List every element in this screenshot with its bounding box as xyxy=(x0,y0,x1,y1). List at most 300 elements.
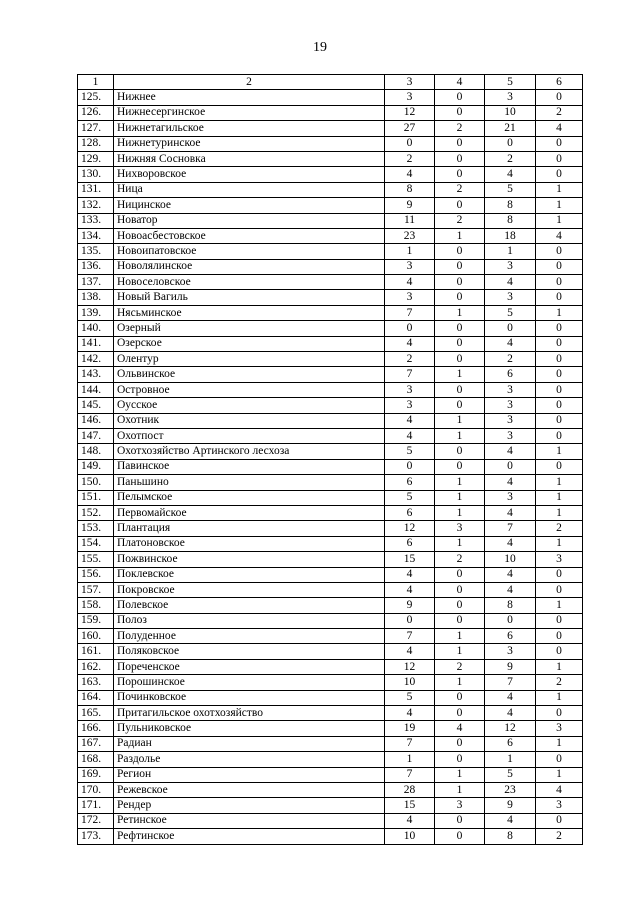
row-number-cell: 160. xyxy=(78,629,114,644)
value-cell-col3: 3 xyxy=(385,259,435,274)
name-cell: Охотхозяйство Артинского лесхоза xyxy=(114,444,385,459)
row-number-cell: 129. xyxy=(78,151,114,166)
column-number-header: 3 xyxy=(385,75,435,90)
value-cell-col5: 4 xyxy=(485,690,536,705)
name-cell: Нижняя Сосновка xyxy=(114,151,385,166)
value-cell-col4: 0 xyxy=(435,151,485,166)
value-cell-col5: 4 xyxy=(485,444,536,459)
name-cell: Поклевское xyxy=(114,567,385,582)
table-row xyxy=(78,629,583,644)
row-number-cell: 145. xyxy=(78,398,114,413)
value-cell-col6: 2 xyxy=(536,675,583,690)
value-cell-col4: 1 xyxy=(435,767,485,782)
value-cell-col6: 0 xyxy=(536,459,583,474)
row-number-cell: 173. xyxy=(78,829,114,844)
value-cell-col3: 5 xyxy=(385,490,435,505)
value-cell-col3: 0 xyxy=(385,613,435,628)
row-number-cell: 143. xyxy=(78,367,114,382)
value-cell-col6: 0 xyxy=(536,567,583,582)
value-cell-col4: 0 xyxy=(435,352,485,367)
row-number-cell: 168. xyxy=(78,752,114,767)
value-cell-col6: 1 xyxy=(536,444,583,459)
row-number-cell: 158. xyxy=(78,598,114,613)
value-cell-col3: 23 xyxy=(385,228,435,243)
name-cell: Оусское xyxy=(114,398,385,413)
value-cell-col6: 1 xyxy=(536,182,583,197)
table-row xyxy=(78,182,583,197)
row-number-cell: 125. xyxy=(78,90,114,105)
value-cell-col6: 0 xyxy=(536,167,583,182)
value-cell-col4: 0 xyxy=(435,198,485,213)
value-cell-col4: 1 xyxy=(435,475,485,490)
value-cell-col3: 7 xyxy=(385,767,435,782)
name-cell: Полуденное xyxy=(114,629,385,644)
value-cell-col4: 1 xyxy=(435,305,485,320)
value-cell-col5: 7 xyxy=(485,521,536,536)
row-number-cell: 130. xyxy=(78,167,114,182)
value-cell-col5: 3 xyxy=(485,90,536,105)
value-cell-col4: 1 xyxy=(435,782,485,797)
value-cell-col4: 0 xyxy=(435,382,485,397)
value-cell-col4: 0 xyxy=(435,706,485,721)
column-number-header: 1 xyxy=(78,75,114,90)
value-cell-col5: 4 xyxy=(485,475,536,490)
value-cell-col5: 3 xyxy=(485,644,536,659)
value-cell-col4: 0 xyxy=(435,752,485,767)
value-cell-col5: 9 xyxy=(485,798,536,813)
value-cell-col5: 10 xyxy=(485,552,536,567)
value-cell-col6: 4 xyxy=(536,228,583,243)
value-cell-col5: 2 xyxy=(485,352,536,367)
value-cell-col3: 9 xyxy=(385,198,435,213)
table-row xyxy=(78,475,583,490)
value-cell-col4: 0 xyxy=(435,136,485,151)
table-row xyxy=(78,290,583,305)
value-cell-col6: 1 xyxy=(536,536,583,551)
value-cell-col6: 2 xyxy=(536,829,583,844)
value-cell-col4: 0 xyxy=(435,444,485,459)
value-cell-col5: 8 xyxy=(485,598,536,613)
value-cell-col6: 1 xyxy=(536,505,583,520)
name-cell: Павинское xyxy=(114,459,385,474)
value-cell-col3: 10 xyxy=(385,675,435,690)
name-cell: Притагильское охотхозяйство xyxy=(114,706,385,721)
row-number-cell: 137. xyxy=(78,275,114,290)
table-row xyxy=(78,228,583,243)
value-cell-col4: 0 xyxy=(435,598,485,613)
value-cell-col5: 6 xyxy=(485,367,536,382)
table-row xyxy=(78,721,583,736)
name-cell: Новоасбестовское xyxy=(114,228,385,243)
value-cell-col6: 0 xyxy=(536,413,583,428)
value-cell-col3: 11 xyxy=(385,213,435,228)
value-cell-col4: 3 xyxy=(435,798,485,813)
name-cell: Ница xyxy=(114,182,385,197)
value-cell-col6: 2 xyxy=(536,105,583,120)
value-cell-col4: 0 xyxy=(435,336,485,351)
value-cell-col4: 1 xyxy=(435,505,485,520)
value-cell-col4: 0 xyxy=(435,90,485,105)
row-number-cell: 163. xyxy=(78,675,114,690)
value-cell-col3: 8 xyxy=(385,182,435,197)
row-number-cell: 157. xyxy=(78,582,114,597)
value-cell-col5: 0 xyxy=(485,321,536,336)
value-cell-col3: 15 xyxy=(385,798,435,813)
table-row xyxy=(78,413,583,428)
value-cell-col6: 0 xyxy=(536,259,583,274)
value-cell-col5: 0 xyxy=(485,136,536,151)
name-cell: Озерское xyxy=(114,336,385,351)
value-cell-col4: 1 xyxy=(435,428,485,443)
value-cell-col4: 0 xyxy=(435,244,485,259)
value-cell-col6: 1 xyxy=(536,690,583,705)
value-cell-col4: 0 xyxy=(435,459,485,474)
name-cell: Радиан xyxy=(114,736,385,751)
table-row xyxy=(78,813,583,828)
row-number-cell: 131. xyxy=(78,182,114,197)
table-row xyxy=(78,105,583,120)
value-cell-col4: 0 xyxy=(435,105,485,120)
name-cell: Пореченское xyxy=(114,659,385,674)
row-number-cell: 151. xyxy=(78,490,114,505)
row-number-cell: 138. xyxy=(78,290,114,305)
value-cell-col5: 4 xyxy=(485,706,536,721)
value-cell-col5: 3 xyxy=(485,398,536,413)
value-cell-col5: 6 xyxy=(485,736,536,751)
name-cell: Пожвинское xyxy=(114,552,385,567)
value-cell-col6: 2 xyxy=(536,521,583,536)
value-cell-col4: 0 xyxy=(435,582,485,597)
value-cell-col3: 4 xyxy=(385,275,435,290)
value-cell-col3: 0 xyxy=(385,136,435,151)
name-cell: Островное xyxy=(114,382,385,397)
value-cell-col5: 8 xyxy=(485,198,536,213)
row-number-cell: 126. xyxy=(78,105,114,120)
row-number-cell: 127. xyxy=(78,121,114,136)
column-number-header: 4 xyxy=(435,75,485,90)
value-cell-col5: 4 xyxy=(485,567,536,582)
value-cell-col5: 1 xyxy=(485,244,536,259)
name-cell: Полоз xyxy=(114,613,385,628)
value-cell-col6: 1 xyxy=(536,598,583,613)
table-row xyxy=(78,121,583,136)
value-cell-col3: 4 xyxy=(385,567,435,582)
value-cell-col3: 7 xyxy=(385,367,435,382)
name-cell: Ницинское xyxy=(114,198,385,213)
value-cell-col4: 1 xyxy=(435,490,485,505)
value-cell-col6: 0 xyxy=(536,151,583,166)
value-cell-col5: 5 xyxy=(485,767,536,782)
row-number-cell: 149. xyxy=(78,459,114,474)
value-cell-col6: 0 xyxy=(536,706,583,721)
value-cell-col4: 2 xyxy=(435,121,485,136)
value-cell-col5: 4 xyxy=(485,582,536,597)
value-cell-col4: 0 xyxy=(435,275,485,290)
row-number-cell: 142. xyxy=(78,352,114,367)
value-cell-col4: 4 xyxy=(435,721,485,736)
name-cell: Нясьминское xyxy=(114,305,385,320)
value-cell-col6: 0 xyxy=(536,136,583,151)
table-row xyxy=(78,167,583,182)
value-cell-col3: 3 xyxy=(385,398,435,413)
name-cell: Первомайское xyxy=(114,505,385,520)
value-cell-col5: 12 xyxy=(485,721,536,736)
row-number-cell: 159. xyxy=(78,613,114,628)
row-number-cell: 141. xyxy=(78,336,114,351)
table-row xyxy=(78,505,583,520)
name-cell: Регион xyxy=(114,767,385,782)
row-number-cell: 172. xyxy=(78,813,114,828)
row-number-cell: 155. xyxy=(78,552,114,567)
value-cell-col4: 1 xyxy=(435,536,485,551)
value-cell-col3: 0 xyxy=(385,321,435,336)
table-row xyxy=(78,690,583,705)
value-cell-col3: 4 xyxy=(385,336,435,351)
value-cell-col3: 4 xyxy=(385,582,435,597)
name-cell: Раздолье xyxy=(114,752,385,767)
hunting-grounds-table xyxy=(77,74,583,845)
row-number-cell: 161. xyxy=(78,644,114,659)
value-cell-col5: 3 xyxy=(485,428,536,443)
name-cell: Починковское xyxy=(114,690,385,705)
value-cell-col5: 4 xyxy=(485,813,536,828)
table-row xyxy=(78,382,583,397)
table-row xyxy=(78,444,583,459)
value-cell-col3: 4 xyxy=(385,167,435,182)
table-row xyxy=(78,536,583,551)
value-cell-col5: 4 xyxy=(485,336,536,351)
name-cell: Нижнетуринское xyxy=(114,136,385,151)
name-cell: Паньшино xyxy=(114,475,385,490)
row-number-cell: 167. xyxy=(78,736,114,751)
value-cell-col5: 2 xyxy=(485,151,536,166)
value-cell-col4: 0 xyxy=(435,567,485,582)
table-row xyxy=(78,213,583,228)
value-cell-col5: 7 xyxy=(485,675,536,690)
row-number-cell: 162. xyxy=(78,659,114,674)
value-cell-col4: 0 xyxy=(435,736,485,751)
table-header-row xyxy=(78,75,583,90)
column-number-header: 6 xyxy=(536,75,583,90)
value-cell-col3: 0 xyxy=(385,459,435,474)
value-cell-col6: 0 xyxy=(536,352,583,367)
name-cell: Новоселовское xyxy=(114,275,385,290)
row-number-cell: 150. xyxy=(78,475,114,490)
value-cell-col3: 6 xyxy=(385,505,435,520)
value-cell-col5: 3 xyxy=(485,490,536,505)
value-cell-col4: 1 xyxy=(435,228,485,243)
value-cell-col4: 0 xyxy=(435,321,485,336)
value-cell-col3: 7 xyxy=(385,629,435,644)
value-cell-col4: 1 xyxy=(435,644,485,659)
value-cell-col3: 28 xyxy=(385,782,435,797)
value-cell-col3: 3 xyxy=(385,290,435,305)
name-cell: Новолялинское xyxy=(114,259,385,274)
value-cell-col6: 0 xyxy=(536,275,583,290)
row-number-cell: 170. xyxy=(78,782,114,797)
row-number-cell: 169. xyxy=(78,767,114,782)
table-row xyxy=(78,521,583,536)
name-cell: Нихворовское xyxy=(114,167,385,182)
value-cell-col6: 1 xyxy=(536,736,583,751)
value-cell-col3: 15 xyxy=(385,552,435,567)
table-row xyxy=(78,398,583,413)
table-row xyxy=(78,336,583,351)
value-cell-col6: 0 xyxy=(536,336,583,351)
value-cell-col6: 1 xyxy=(536,475,583,490)
value-cell-col3: 19 xyxy=(385,721,435,736)
name-cell: Ретинское xyxy=(114,813,385,828)
value-cell-col4: 0 xyxy=(435,259,485,274)
row-number-cell: 135. xyxy=(78,244,114,259)
value-cell-col5: 3 xyxy=(485,382,536,397)
table-row xyxy=(78,244,583,259)
name-cell: Пелымское xyxy=(114,490,385,505)
table-row xyxy=(78,136,583,151)
row-number-cell: 148. xyxy=(78,444,114,459)
name-cell: Плантация xyxy=(114,521,385,536)
value-cell-col6: 0 xyxy=(536,644,583,659)
name-cell: Режевское xyxy=(114,782,385,797)
value-cell-col3: 12 xyxy=(385,659,435,674)
value-cell-col6: 0 xyxy=(536,613,583,628)
table-row xyxy=(78,767,583,782)
value-cell-col4: 0 xyxy=(435,398,485,413)
name-cell: Нижнетагильское xyxy=(114,121,385,136)
row-number-cell: 164. xyxy=(78,690,114,705)
table-row xyxy=(78,659,583,674)
value-cell-col6: 0 xyxy=(536,290,583,305)
row-number-cell: 153. xyxy=(78,521,114,536)
name-cell: Охотпост xyxy=(114,428,385,443)
value-cell-col5: 9 xyxy=(485,659,536,674)
value-cell-col4: 2 xyxy=(435,213,485,228)
table-row xyxy=(78,459,583,474)
value-cell-col5: 5 xyxy=(485,305,536,320)
value-cell-col5: 3 xyxy=(485,413,536,428)
column-number-header: 5 xyxy=(485,75,536,90)
table-row xyxy=(78,275,583,290)
value-cell-col6: 0 xyxy=(536,367,583,382)
row-number-cell: 132. xyxy=(78,198,114,213)
value-cell-col5: 5 xyxy=(485,182,536,197)
value-cell-col6: 0 xyxy=(536,398,583,413)
value-cell-col5: 4 xyxy=(485,275,536,290)
row-number-cell: 165. xyxy=(78,706,114,721)
value-cell-col3: 1 xyxy=(385,752,435,767)
table-row xyxy=(78,644,583,659)
value-cell-col6: 0 xyxy=(536,244,583,259)
value-cell-col6: 4 xyxy=(536,782,583,797)
value-cell-col4: 2 xyxy=(435,659,485,674)
value-cell-col5: 3 xyxy=(485,290,536,305)
name-cell: Озерный xyxy=(114,321,385,336)
value-cell-col6: 0 xyxy=(536,90,583,105)
value-cell-col4: 0 xyxy=(435,690,485,705)
value-cell-col3: 3 xyxy=(385,382,435,397)
value-cell-col4: 3 xyxy=(435,521,485,536)
row-number-cell: 147. xyxy=(78,428,114,443)
name-cell: Охотник xyxy=(114,413,385,428)
value-cell-col4: 0 xyxy=(435,290,485,305)
table-row xyxy=(78,706,583,721)
value-cell-col4: 1 xyxy=(435,367,485,382)
table-row xyxy=(78,428,583,443)
value-cell-col4: 2 xyxy=(435,552,485,567)
value-cell-col5: 0 xyxy=(485,613,536,628)
table-row xyxy=(78,752,583,767)
name-cell: Олентур xyxy=(114,352,385,367)
value-cell-col6: 0 xyxy=(536,752,583,767)
value-cell-col5: 4 xyxy=(485,536,536,551)
value-cell-col6: 3 xyxy=(536,721,583,736)
row-number-cell: 144. xyxy=(78,382,114,397)
value-cell-col3: 2 xyxy=(385,352,435,367)
table-row xyxy=(78,567,583,582)
value-cell-col3: 12 xyxy=(385,521,435,536)
value-cell-col5: 6 xyxy=(485,629,536,644)
table-row xyxy=(78,582,583,597)
value-cell-col5: 1 xyxy=(485,752,536,767)
value-cell-col4: 0 xyxy=(435,613,485,628)
value-cell-col3: 4 xyxy=(385,428,435,443)
value-cell-col4: 0 xyxy=(435,167,485,182)
value-cell-col3: 5 xyxy=(385,444,435,459)
value-cell-col5: 3 xyxy=(485,259,536,274)
value-cell-col6: 1 xyxy=(536,490,583,505)
table-row xyxy=(78,321,583,336)
name-cell: Новоипатовское xyxy=(114,244,385,259)
value-cell-col3: 27 xyxy=(385,121,435,136)
value-cell-col3: 9 xyxy=(385,598,435,613)
value-cell-col6: 0 xyxy=(536,382,583,397)
table-row xyxy=(78,552,583,567)
value-cell-col6: 0 xyxy=(536,428,583,443)
row-number-cell: 152. xyxy=(78,505,114,520)
value-cell-col5: 0 xyxy=(485,459,536,474)
row-number-cell: 154. xyxy=(78,536,114,551)
table-row xyxy=(78,798,583,813)
value-cell-col6: 3 xyxy=(536,552,583,567)
value-cell-col6: 3 xyxy=(536,798,583,813)
row-number-cell: 134. xyxy=(78,228,114,243)
row-number-cell: 136. xyxy=(78,259,114,274)
value-cell-col5: 8 xyxy=(485,213,536,228)
table-row xyxy=(78,782,583,797)
value-cell-col3: 6 xyxy=(385,536,435,551)
row-number-cell: 140. xyxy=(78,321,114,336)
table-row xyxy=(78,829,583,844)
value-cell-col6: 1 xyxy=(536,767,583,782)
name-cell: Поляковское xyxy=(114,644,385,659)
table-row xyxy=(78,305,583,320)
value-cell-col3: 4 xyxy=(385,813,435,828)
table-row xyxy=(78,198,583,213)
value-cell-col6: 1 xyxy=(536,659,583,674)
value-cell-col6: 0 xyxy=(536,582,583,597)
name-cell: Нижнесергинское xyxy=(114,105,385,120)
table-row xyxy=(78,90,583,105)
value-cell-col4: 0 xyxy=(435,829,485,844)
name-cell: Новатор xyxy=(114,213,385,228)
row-number-cell: 128. xyxy=(78,136,114,151)
table-row xyxy=(78,352,583,367)
value-cell-col6: 1 xyxy=(536,213,583,228)
name-cell: Новый Вагиль xyxy=(114,290,385,305)
value-cell-col6: 4 xyxy=(536,121,583,136)
name-cell: Ольвинское xyxy=(114,367,385,382)
table-row xyxy=(78,259,583,274)
